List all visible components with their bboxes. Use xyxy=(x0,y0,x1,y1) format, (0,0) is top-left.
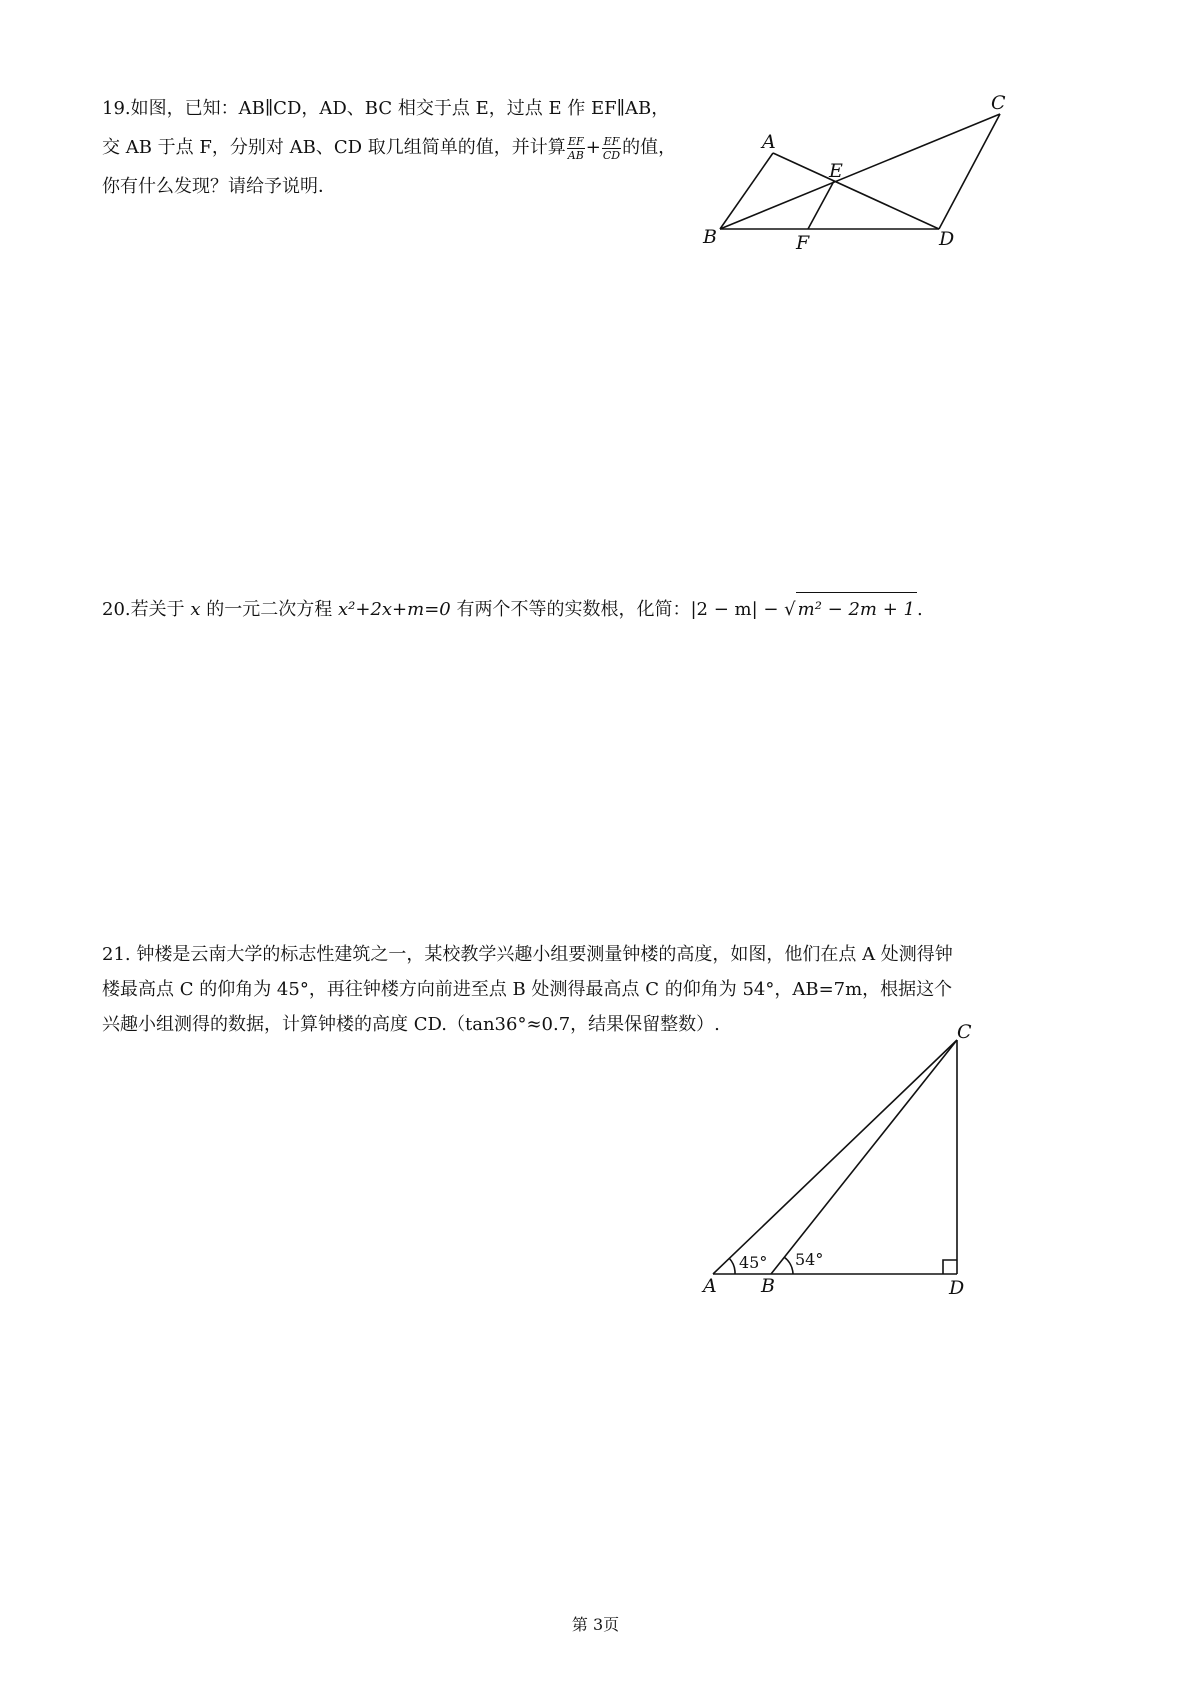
q20-expression-radicand: m² − 2m + 1 xyxy=(796,592,917,626)
segment-ac xyxy=(713,1040,957,1274)
q19-line-2-text: 交 AB 于点 F，分别对 AB、CD 取几组简单的值，并计算 xyxy=(102,137,566,158)
frac2-denominator: CD xyxy=(602,148,621,162)
frac1-numerator: EF xyxy=(567,134,584,148)
label-d: D xyxy=(949,1277,965,1299)
q20-text-pre: 20.若关于 xyxy=(102,599,185,620)
right-angle-mark xyxy=(943,1260,957,1274)
label-b: B xyxy=(703,226,717,248)
figure-21 xyxy=(695,1020,995,1305)
q20-text-post: 有两个不等的实数根，化简： xyxy=(456,599,691,620)
figure-19 xyxy=(695,85,1035,270)
frac2-numerator: EF xyxy=(603,134,620,148)
fraction-ef-cd xyxy=(602,135,621,162)
label-c: C xyxy=(957,1021,972,1043)
q19-line-3: 你有什么发现？请给予说明． xyxy=(102,176,336,197)
label-a: A xyxy=(762,131,776,153)
label-e: E xyxy=(829,160,843,182)
q20-text-mid: 的一元二次方程 xyxy=(206,599,333,620)
q20-equation: x²+2x+m=0 xyxy=(338,599,451,620)
q19-line-1: 19.如图，已知：AB∥CD，AD、BC 相交于点 E，过点 E 作 EF∥AB， xyxy=(102,98,670,119)
label-b: B xyxy=(761,1275,775,1297)
label-d: D xyxy=(939,228,955,250)
plus-sign: + xyxy=(585,137,601,158)
q19-line-2 xyxy=(102,131,702,164)
q20-variable-x: x xyxy=(190,599,201,620)
fraction-ef-ab xyxy=(567,135,585,162)
q21-line-1: 21. 钟楼是云南大学的标志性建筑之一，某校教学兴趣小组要测量钟楼的高度，如图，他们在点 A 处测得钟 xyxy=(102,944,953,965)
page-number: 第 3页 xyxy=(571,1615,620,1634)
angle-arc-b xyxy=(784,1257,793,1274)
angle-label-54: 54° xyxy=(795,1250,824,1269)
label-c: C xyxy=(991,92,1006,114)
angle-arc-a xyxy=(729,1258,735,1274)
q20-expression-abs: |2 − m| − √ xyxy=(690,599,796,620)
question-19 xyxy=(102,92,702,203)
label-a: A xyxy=(703,1275,717,1297)
segment-dc xyxy=(939,114,1000,229)
question-20 xyxy=(102,592,1102,626)
frac1-denominator: AB xyxy=(567,148,584,162)
q21-line-2: 楼最高点 C 的仰角为 45°，再往钟楼方向前进至点 B 处测得最高点 C 的仰角为 54°，AB=7m，根据这个 xyxy=(102,979,953,1000)
segment-bc xyxy=(771,1040,957,1274)
q20-end: . xyxy=(916,599,923,620)
angle-label-45: 45° xyxy=(739,1253,768,1272)
label-f: F xyxy=(796,232,810,254)
segment-ad xyxy=(773,153,939,229)
q21-line-3: 兴趣小组测得的数据，计算钟楼的高度 CD.（tan36°≈0.7，结果保留整数）. xyxy=(102,1014,720,1035)
q19-line-2-end: 的值， xyxy=(622,137,677,158)
